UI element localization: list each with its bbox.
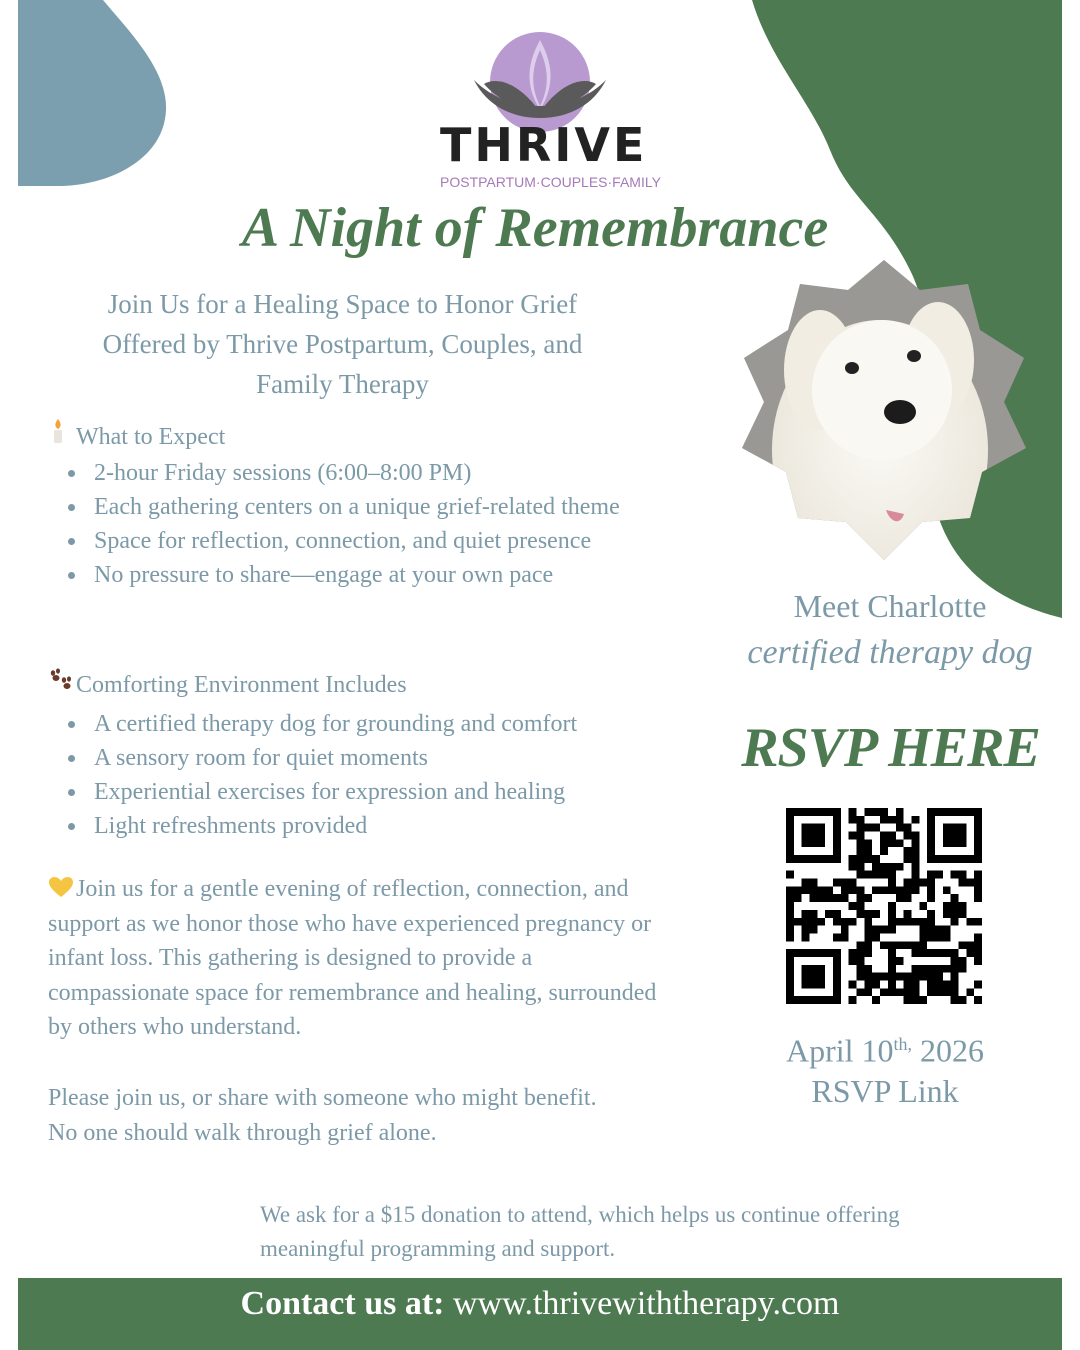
brand-name: THRIVE: [440, 118, 648, 172]
expect-heading: [48, 418, 225, 451]
therapy-dog-photo: [742, 260, 1026, 560]
contact-footer: [18, 1278, 1062, 1350]
expect-list: [66, 456, 666, 592]
list-item: No pressure to share—engage at your own pace: [66, 558, 666, 592]
rsvp-heading: RSVP HERE: [741, 717, 1040, 779]
list-item: Space for reflection, connection, and quiet presence: [66, 524, 666, 558]
subtitle-line-3: Family Therapy: [256, 369, 429, 399]
contact-label: Contact us at:: [240, 1285, 445, 1322]
list-item: A sensory room for quiet moments: [66, 741, 666, 775]
candle-icon: [48, 418, 76, 450]
subtitle-line-2: Offered by Thrive Postpartum, Couples, and: [102, 329, 583, 359]
decorative-blue-shape: [18, 0, 168, 186]
rsvp-qr-code-icon[interactable]: [786, 808, 982, 1004]
event-subtitle: [60, 284, 625, 404]
list-item: 2-hour Friday sessions (6:00–8:00 PM): [66, 456, 666, 490]
event-date-block: [740, 1024, 1030, 1111]
website-link[interactable]: www.thrivewiththerapy.com: [453, 1285, 840, 1322]
brand-tagline: POSTPARTUM·COUPLES·FAMILY: [440, 174, 661, 190]
list-item: A certified therapy dog for grounding and comfort: [66, 707, 666, 741]
list-item: Light refreshments provided: [66, 809, 666, 843]
yellow-heart-icon: [48, 874, 76, 896]
subtitle-line-1: Join Us for a Healing Space to Honor Grief: [107, 289, 578, 319]
environment-heading-label: Comforting Environment Includes: [76, 672, 407, 698]
invitation-paragraph: [48, 872, 658, 1045]
donation-note: We ask for a $15 donation to attend, which helps us continue offering meaningful programming and support.: [260, 1202, 900, 1261]
invitation-text: Join us for a gentle evening of reflection, connection, and support as we honor those who have experienced pregnancy or infant loss. This gathering is designed to provide a compassionate space for remembrance and healing, surrounded by others who understand.: [48, 876, 657, 1040]
page-title: [0, 196, 1080, 260]
event-date: April $10^{th,}$ 2026: [785, 1032, 985, 1069]
share-paragraph: Please join us, or share with someone who might benefit. No one should walk through grief alone.: [48, 1085, 597, 1146]
list-item: Experiential exercises for expression and healing: [66, 775, 666, 809]
rsvp-link[interactable]: RSVP Link: [811, 1072, 959, 1109]
environment-list: [66, 707, 666, 843]
dog-role: certified therapy dog: [747, 634, 1033, 671]
list-item: Each gathering centers on a unique grief-related theme: [66, 490, 666, 524]
page-title-text: A Night of Remembrance: [241, 197, 829, 259]
expect-heading-label: What to Expect: [76, 424, 226, 450]
meet-dog-heading: Meet Charlotte: [793, 588, 987, 624]
paw-prints-icon: [48, 668, 76, 698]
environment-heading: [48, 668, 407, 699]
